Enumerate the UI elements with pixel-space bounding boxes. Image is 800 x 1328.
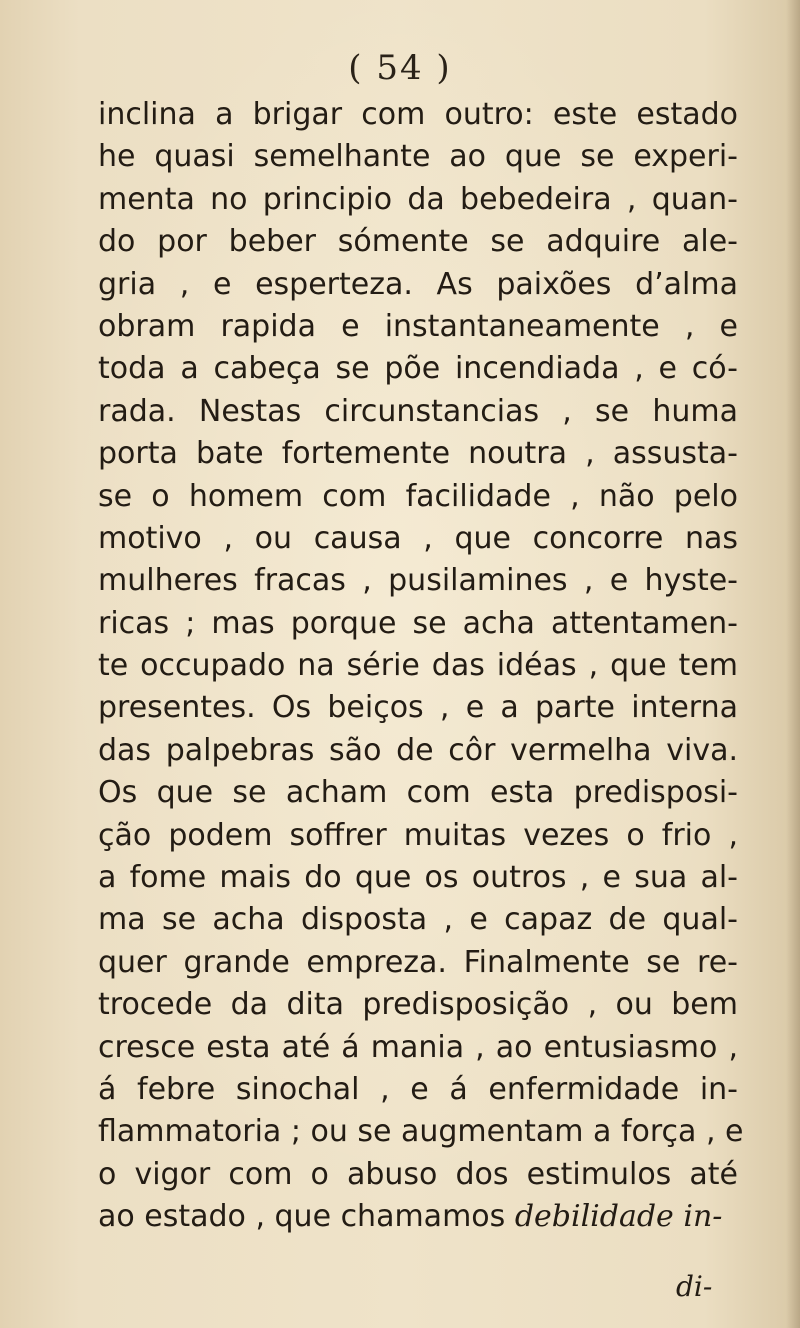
text-line: inclina a brigar com outro: este estado (98, 97, 738, 132)
text-line: a fome mais do que os outros , e sua al- (98, 860, 738, 896)
text-line: das palpebras são de côr vermelha viva. (98, 732, 738, 768)
text-line: ma se acha disposta , e capaz de qual- (98, 902, 738, 938)
text-line: toda a cabeça se põe incendiada , e có- (98, 351, 738, 387)
text-line: trocede da dita predisposição , ou bem (98, 987, 738, 1023)
text-line: quer grande empreza. Finalmente se re- (98, 944, 738, 980)
text-line: te occupado na série das idéas , que tem (98, 648, 738, 684)
text-line: mulheres fracas , pusilamines , e hyste- (98, 563, 738, 599)
text-line: á febre sinochal , e á enfermidade in- (98, 1071, 738, 1107)
text-line: se o homem com facilidade , não pelo (98, 478, 738, 514)
text-line: Os que se acham com esta predisposi- (98, 775, 738, 811)
body-text (98, 94, 744, 1239)
text-line: ricas ; mas porque se acha attentamen- (98, 605, 738, 641)
text-line: ção podem soffrer muitas vezes o frio , (98, 817, 738, 853)
text-line: presentes. Os beiços , e a parte interna (98, 690, 738, 726)
text-line-last (98, 1196, 738, 1238)
last-line-text: ao estado , que chamamos (98, 1199, 515, 1235)
page-number: ( 54 ) (348, 48, 452, 88)
catchword: di- (676, 1270, 713, 1303)
text-line: flammatoria ; ou se augmentam a força , e (98, 1114, 744, 1150)
text-line: porta bate fortemente noutra , assusta- (98, 436, 738, 472)
text-line: do por beber sómente se adquire ale- (98, 224, 738, 260)
page-edge-shadow (786, 0, 800, 1328)
text-line: o vigor com o abuso dos estimulos até (98, 1156, 738, 1192)
text-line: obram rapida e instantaneamente , e (98, 308, 738, 344)
text-line: gria , e esperteza. As paixões d’alma (98, 266, 738, 302)
italic-emphasis: debilidade in- (514, 1199, 723, 1235)
text-line: he quasi semelhante ao que se experi- (98, 139, 738, 175)
text-line: motivo , ou causa , que concorre nas (98, 520, 738, 556)
text-line: rada. Nestas circunstancias , se huma (98, 393, 738, 429)
text-line: menta no principio da bebedeira , quan- (98, 181, 738, 217)
text-line: cresce esta até á mania , ao entusiasmo , (98, 1029, 738, 1065)
